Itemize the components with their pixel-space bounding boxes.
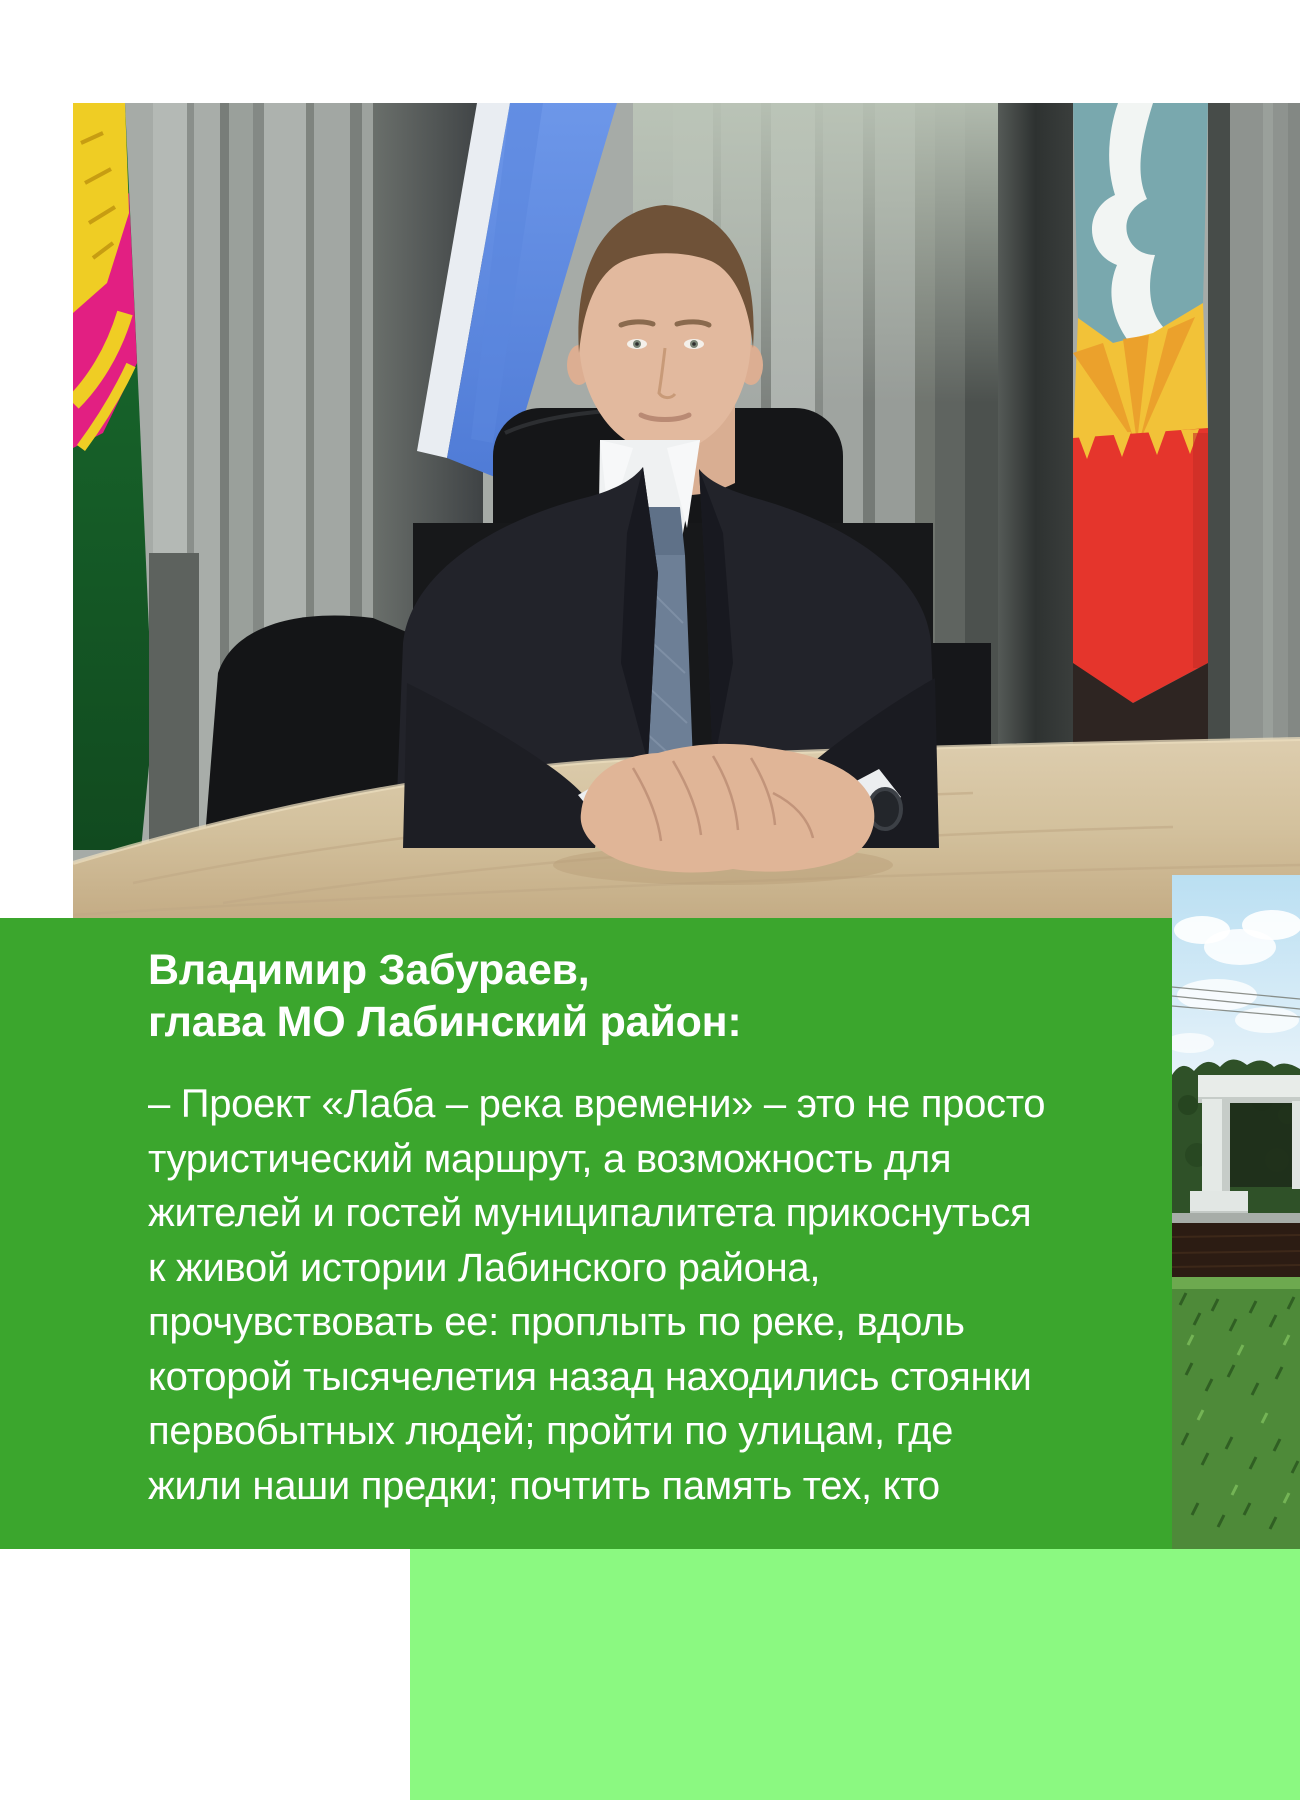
quote-heading-line: Владимир Забураев, bbox=[148, 946, 590, 994]
quote-block bbox=[0, 918, 1172, 1549]
retaining-wall bbox=[1172, 1223, 1300, 1281]
bottom-accent-block bbox=[410, 1549, 1300, 1800]
quote-line: первобытных людей; пройти по улицам, где bbox=[148, 1409, 954, 1453]
quote-line: к живой истории Лабинского района, bbox=[148, 1245, 821, 1290]
quote-heading-line: глава МО Лабинский район: bbox=[148, 998, 742, 1046]
side-photo bbox=[1172, 875, 1300, 1549]
grass bbox=[1172, 1277, 1300, 1549]
quote-line: жили наши предки; почтить память тех, кто bbox=[148, 1463, 940, 1508]
quote-line: – Проект «Лаба – река времени» – это не просто bbox=[148, 1082, 1046, 1126]
quote-paragraph bbox=[148, 1077, 1082, 1513]
quote-line: туристический маршрут, а возможность для bbox=[148, 1136, 952, 1181]
quote-line: которой тысячелетия назад находились стоянки bbox=[148, 1354, 1032, 1399]
quote-heading bbox=[148, 944, 1082, 1048]
sky bbox=[1172, 875, 1300, 1085]
quote-line: прочувствовать ее: проплыть по реке, вдоль bbox=[148, 1300, 965, 1344]
portrait-photo bbox=[73, 103, 1300, 918]
guardrail bbox=[1172, 1213, 1300, 1223]
quote-line: жителей и гостей муниципалитета прикоснуться bbox=[148, 1191, 1032, 1235]
